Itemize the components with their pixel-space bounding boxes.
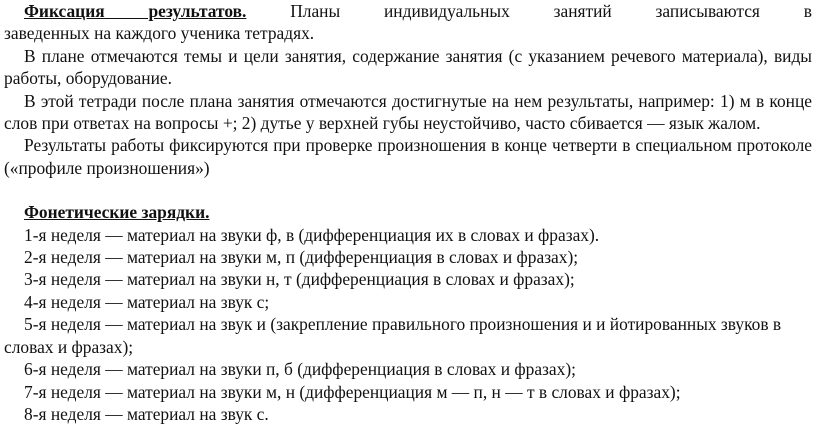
list-item: 3-я неделя — материал на звуки н, т (дифференциация в словах и фразах); <box>24 269 575 290</box>
section-title-fixation: Фиксация результатов. <box>24 1 247 21</box>
document-page <box>4 0 812 425</box>
paragraph-fixation-line2: заведенных на каждого ученика тетрадях. <box>4 23 315 44</box>
paragraph-fixation-text: Планы индивидуальных занятий записываются в <box>246 1 812 21</box>
list-item: 6-я неделя — материал на звуки п, б (дифференциация в словах и фразах); <box>24 359 576 380</box>
spacer <box>4 179 812 201</box>
list-item: 8-я неделя — материал на звук с. <box>24 403 269 424</box>
list-item: 7-я неделя — материал на звуки м, н (дифференциация м — п, н — т в словах и фразах); <box>24 381 681 402</box>
list-item: 4-я неделя — материал на звук с; <box>24 291 270 312</box>
list-item: 2-я неделя — материал на звуки м, п (дифференциация в словах и фразах); <box>24 247 579 268</box>
paragraph-fixation-line1 <box>4 0 812 22</box>
paragraph-results-protocol: Результаты работы фиксируются при проверке произношения в конце четверти в специальном протоколе («профиле произношения») <box>4 135 812 178</box>
list-item: 1-я неделя — материал на звуки ф, в (дифференциация их в словах и фразах). <box>24 224 600 245</box>
list-item: 5-я неделя — материал на звук и (закрепление правильного произношения и и йотированных звуков в словах и фразах); <box>4 314 782 357</box>
section-title-phonetic: Фонетические зарядки. <box>24 202 210 223</box>
paragraph-plan-content: В плане отмечаются темы и цели занятия, содержание занятия (с указанием речевого материала), виды работы, оборудование. <box>4 45 812 89</box>
paragraph-notebook-results: В этой тетради после плана занятия отмечаются достигнутые на нем результаты, например: 1) м в конце слов при ответах на вопросы +; 2) дутье у верхней губы неустойчиво, часто сбивается — язык жалом. <box>4 90 812 134</box>
